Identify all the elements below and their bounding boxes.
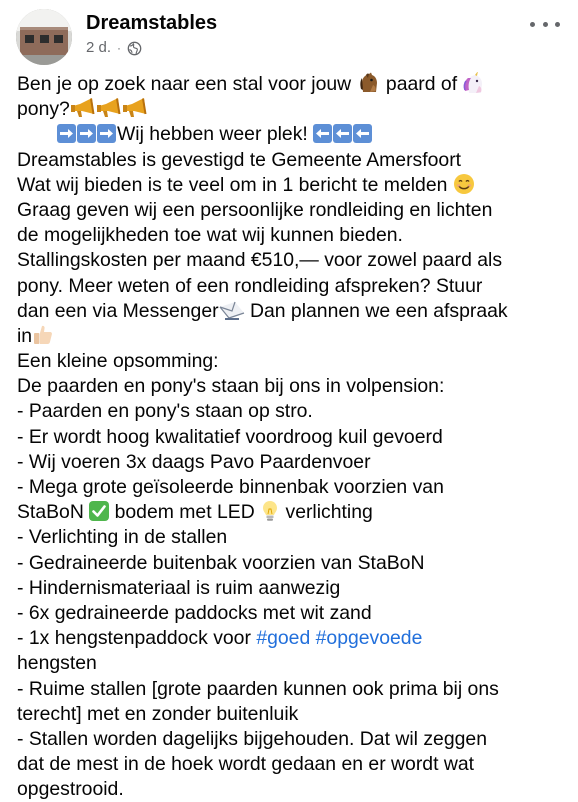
- post-line: [17, 324, 565, 349]
- horse-face-emoji: [357, 72, 381, 94]
- post-text: pony?: [17, 98, 70, 121]
- more-dot-icon: [530, 22, 535, 27]
- post-line: - Paarden en pony's staan op stro.: [17, 400, 313, 423]
- post-text: - 1x hengstenpaddock voor: [17, 627, 257, 650]
- post-line: Graag geven wij een persoonlijke rondleiding en lichten: [17, 198, 493, 221]
- more-dot-icon: [543, 22, 548, 27]
- post-text: paard of: [380, 73, 463, 95]
- post-line: Stallingskosten per maand €510,— voor zowel paard als: [17, 249, 503, 272]
- post-text: verlichting: [280, 501, 373, 524]
- right-arrow-emoji: [97, 124, 116, 143]
- post-timestamp[interactable]: 2 d.: [86, 39, 112, 56]
- check-mark-emoji: [89, 501, 109, 521]
- loudspeaker-emoji: [70, 97, 96, 119]
- post-line: pony. Meer weten of een rondleiding afspreken? Stuur: [17, 274, 483, 297]
- page-name[interactable]: Dreamstables: [86, 12, 218, 34]
- post-text: Dan plannen we een afspraak: [244, 299, 508, 322]
- post-body: [17, 72, 565, 802]
- post-line: Dreamstables is gevestigd te Gemeente Amersfoort: [17, 148, 462, 171]
- meta-separator: ·: [117, 41, 122, 55]
- loudspeaker-emoji: [122, 97, 148, 119]
- post-line: [17, 500, 565, 525]
- post-meta: [86, 38, 142, 58]
- post-line: [17, 97, 565, 122]
- left-arrow-emoji: [333, 124, 352, 143]
- post-text: Ben je op zoek naar een stal voor jouw: [17, 73, 357, 95]
- post-text: dan een via Messenger: [17, 299, 219, 322]
- post-line: [17, 173, 565, 198]
- post-line: hengsten: [17, 652, 97, 675]
- avatar[interactable]: [16, 9, 72, 65]
- post-line: - Gedraineerde buitenbak voorzien van StaBoN: [17, 551, 425, 574]
- left-arrow-emoji: [313, 124, 332, 143]
- post-line: - Wij voeren 3x daags Pavo Paardenvoer: [17, 450, 371, 473]
- hashtag-link-goed[interactable]: #goed: [256, 627, 311, 650]
- post-line: [17, 122, 565, 147]
- post-line: - Ruime stallen [grote paarden kunnen ook prima bij ons: [17, 677, 499, 700]
- unicorn-emoji: [462, 72, 488, 94]
- post-line: [17, 299, 565, 324]
- post-line: de mogelijkheden toe wat wij kunnen bieden.: [17, 224, 403, 247]
- post-line: terecht] met en zonder buitenluik: [17, 702, 299, 725]
- post-line: Een kleine opsomming:: [17, 350, 219, 373]
- post-header: [0, 0, 578, 70]
- left-arrow-emoji: [353, 124, 372, 143]
- post-line: [17, 626, 565, 651]
- post-text: Wat wij bieden is te veel om in 1 bericht te melden: [17, 173, 453, 196]
- light-bulb-emoji: [260, 500, 280, 522]
- thumbs-up-emoji: [32, 324, 54, 346]
- envelope-emoji: [219, 299, 245, 321]
- post-line: De paarden en pony's staan bij ons in volpension:: [17, 375, 445, 398]
- post-text: in: [17, 324, 33, 347]
- post-text: bodem met LED: [109, 501, 261, 524]
- hashtag-link-opgevoede[interactable]: #opgevoede: [315, 627, 423, 650]
- more-options-button[interactable]: [530, 12, 560, 36]
- post-line: - Verlichting in de stallen: [17, 526, 228, 549]
- globe-icon[interactable]: [127, 41, 142, 56]
- right-arrow-emoji: [77, 124, 96, 143]
- right-arrow-emoji: [57, 124, 76, 143]
- more-dot-icon: [555, 22, 560, 27]
- avatar-image: [16, 9, 72, 65]
- post-line: - Hindernismateriaal is ruim aanwezig: [17, 576, 341, 599]
- post-line: opgestrooid.: [17, 778, 124, 801]
- post-text: StaBoN: [17, 501, 90, 524]
- post-line: [17, 72, 565, 97]
- post-line: - 6x gedraineerde paddocks met wit zand: [17, 601, 372, 624]
- loudspeaker-emoji: [96, 97, 122, 119]
- post-line: dat de mest in de hoek wordt gedaan en er wordt wat: [17, 753, 475, 776]
- post-line: - Mega grote geïsoleerde binnenbak voorzien van: [17, 476, 444, 498]
- smiling-face-emoji: [453, 173, 475, 195]
- post-line: - Er wordt hoog kwalitatief voordroog kuil gevoerd: [17, 425, 443, 448]
- post-line: - Stallen worden dagelijks bijgehouden. Dat wil zeggen: [17, 727, 487, 750]
- post-text: Wij hebben weer plek!: [117, 123, 314, 146]
